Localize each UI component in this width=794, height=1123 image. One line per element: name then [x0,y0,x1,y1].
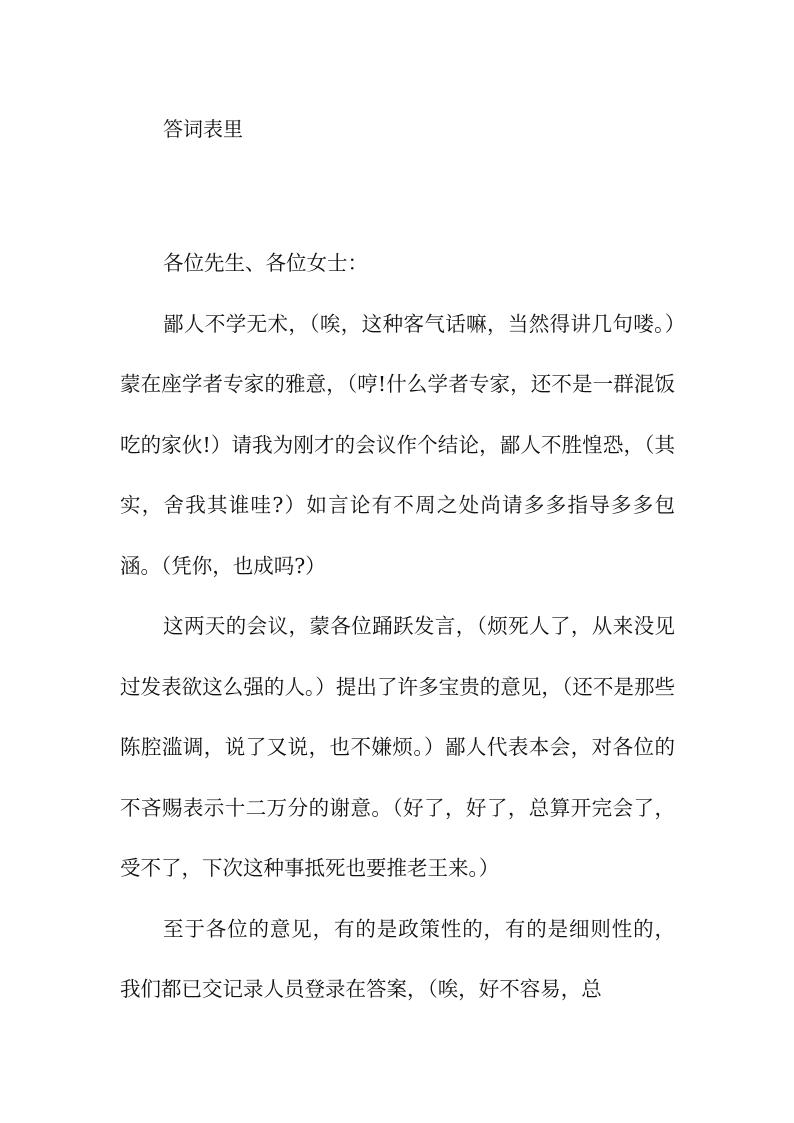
paragraph-1: 鄙人不学无术，（唉，这种客气话嘛，当然得讲几句喽。）蒙在座学者专家的雅意，（哼!什么学者专家，还不是一群混饭吃的家伙!）请我为刚才的会议作个结论，鄙人不胜惶恐，（其实，舍我其谁哇?）如言论有不周之处尚请多多指导多多包涵。（凭你，也成吗?） [120,311,675,578]
paragraph-greeting: 各位先生、各位女士： [163,251,369,275]
document-title: 答词表里 [163,117,243,141]
paragraph-2: 这两天的会议，蒙各位踊跃发言，（烦死人了，从来没见过发表欲这么强的人。）提出了许多宝贵的意见，（还不是那些陈腔滥调，说了又说，也不嫌烦。）鄙人代表本会，对各位的不吝赐表示十二万分的谢意。（好了，好了，总算开完会了，受不了，下次这种事抵死也要推老王来。） [120,614,675,880]
document-body [120,233,675,1020]
paragraph-3: 至于各位的意见，有的是政策性的，有的是细则性的，我们都已交记录人员登录在答案，（唉，好不容易，总 [120,916,675,1001]
